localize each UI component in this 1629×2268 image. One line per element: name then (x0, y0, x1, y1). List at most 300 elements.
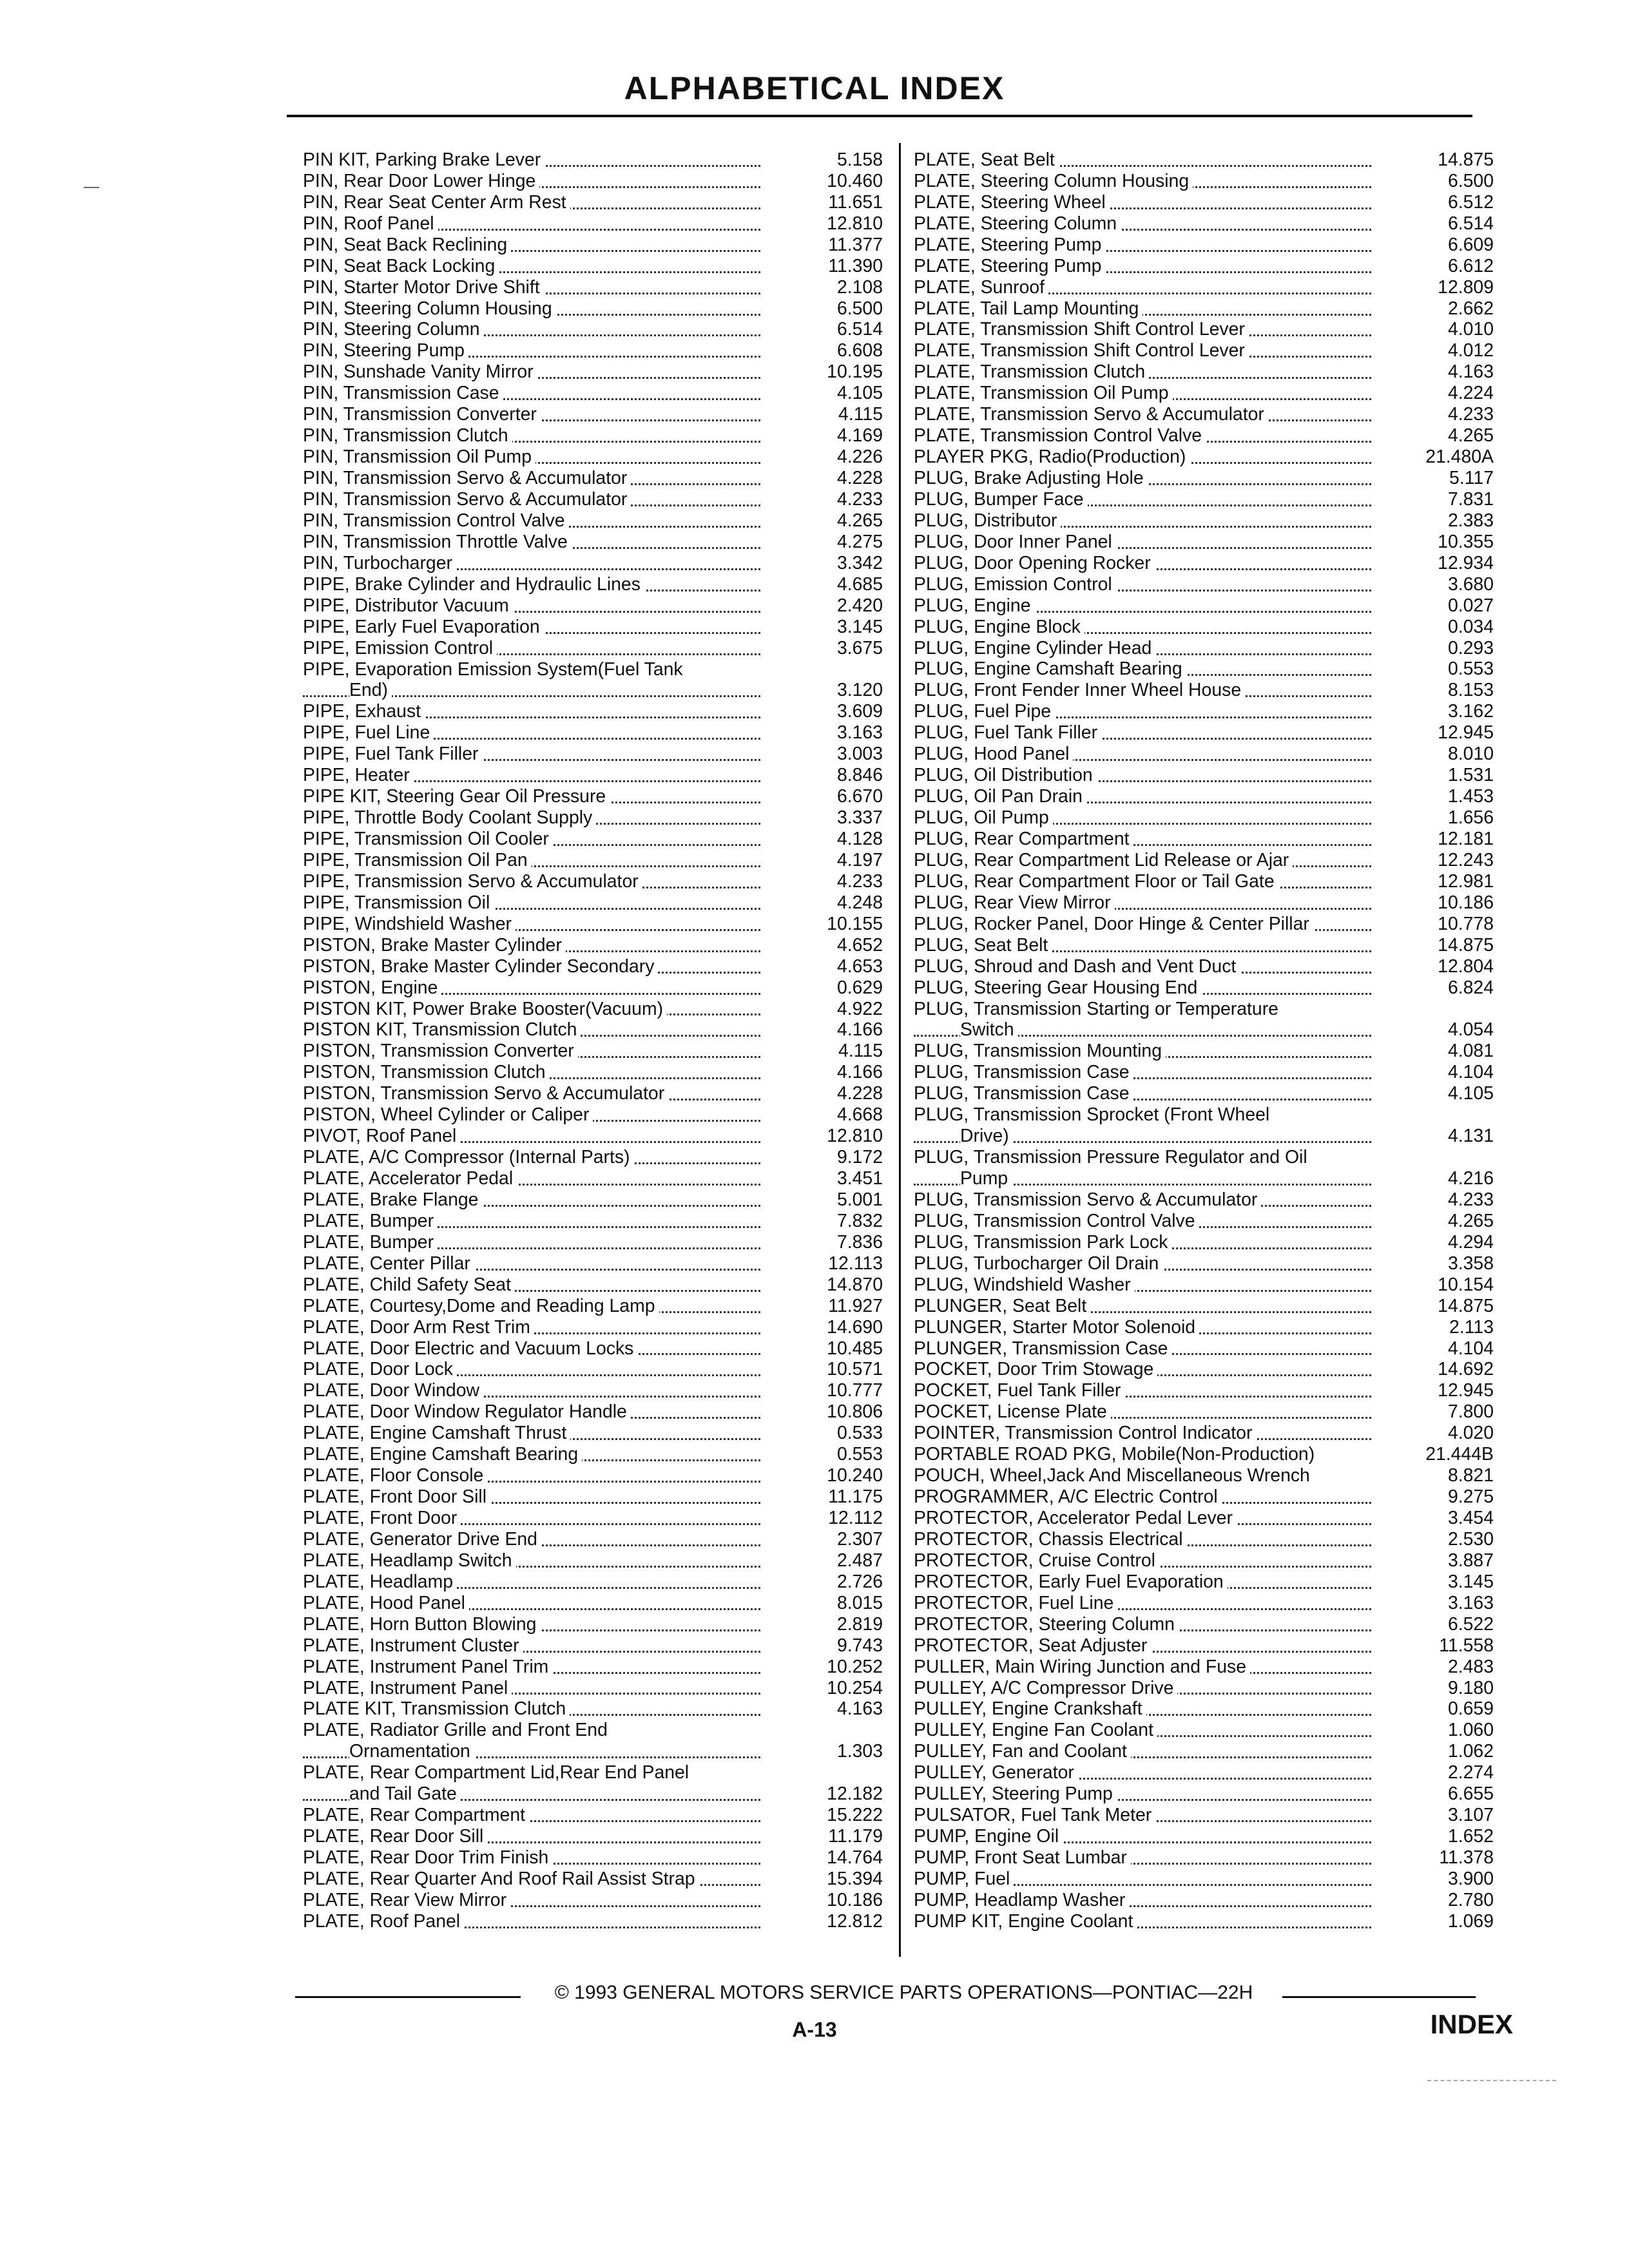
entry-label-cell (303, 149, 760, 171)
entry-label: PROTECTOR, Steering Column (914, 1614, 1179, 1635)
entry-page-ref: 3.900 (1447, 1868, 1494, 1889)
entry-label: PLATE, Generator Drive End (303, 1529, 541, 1550)
index-entry (303, 1168, 888, 1189)
entry-page-ref: 2.662 (1447, 298, 1494, 319)
entry-page-ref: 3.163 (1447, 1592, 1494, 1613)
entry-label: PLUG, Hood Panel (914, 744, 1073, 764)
index-entry (303, 956, 888, 977)
entry-label-cell (914, 914, 1371, 935)
entry-page-ref: 6.512 (1447, 191, 1494, 213)
entry-label-continuation: and Tail Gate (349, 1783, 461, 1804)
entry-page-ref: 6.824 (1447, 977, 1494, 998)
entry-label: PISTON, Brake Master Cylinder (303, 935, 566, 956)
entry-label: PIN, Starter Motor Drive Shift (303, 277, 544, 298)
entry-label-cell (303, 1189, 760, 1211)
index-entry (303, 935, 888, 956)
entry-label-cell (303, 765, 760, 786)
index-entry (914, 1911, 1499, 1932)
entry-page-ref: 6.514 (1447, 213, 1494, 234)
entry-label-cell (303, 935, 760, 956)
entry-label: PIPE, Transmission Oil (303, 892, 494, 913)
index-entry (303, 659, 888, 702)
entry-label: PLATE, Steering Wheel (914, 192, 1110, 213)
index-entry (303, 425, 888, 447)
entry-page-ref: 12.182 (827, 1783, 883, 1805)
entry-page-ref: 2.530 (1447, 1528, 1494, 1550)
entry-label-cell (303, 744, 760, 765)
entry-page-ref: 1.531 (1447, 765, 1494, 786)
entry-page-ref: 4.197 (836, 849, 883, 870)
entry-label: PLATE, Rear Compartment Lid,Rear End Panel (303, 1762, 757, 1783)
index-entry (303, 1465, 888, 1486)
entry-label: PLUG, Oil Pan Drain (914, 786, 1086, 807)
index-entry (914, 850, 1499, 871)
entry-label: PLATE, Roof Panel (303, 1911, 464, 1932)
entry-page-ref: 9.275 (1447, 1486, 1494, 1508)
index-entry (914, 510, 1499, 532)
entry-label-cell (914, 1041, 1371, 1062)
entry-label-cell (303, 1253, 760, 1274)
entry-label-continuation: Ornamentation (349, 1741, 474, 1762)
entry-label: PLUG, Rear View Mirror (914, 892, 1115, 913)
entry-label: PLUG, Engine (914, 595, 1035, 616)
entry-page-ref: 6.500 (1447, 170, 1494, 191)
entry-label: PLUG, Door Opening Rocker (914, 553, 1155, 573)
index-entry (914, 532, 1499, 553)
entry-page-ref: 4.226 (836, 447, 883, 468)
index-entry (303, 871, 888, 892)
entry-label-cell (303, 235, 760, 256)
entry-page-ref: 4.166 (836, 1019, 883, 1041)
entry-label-cell (303, 1635, 760, 1657)
entry-page-ref: 15.222 (827, 1805, 883, 1826)
entry-label: PROTECTOR, Accelerator Pedal Lever (914, 1508, 1237, 1528)
index-entry (303, 1847, 888, 1869)
entry-label: PISTON, Wheel Cylinder or Caliper (303, 1104, 593, 1125)
entry-label: PLATE, Door Electric and Vacuum Locks (303, 1338, 637, 1359)
entry-label-cell (303, 595, 760, 617)
entry-label-cell (303, 383, 760, 404)
entry-label-cell (914, 977, 1371, 999)
entry-page-ref: 15.394 (827, 1868, 883, 1889)
index-entry (303, 1317, 888, 1338)
index-entry (303, 1253, 888, 1274)
entry-label-cell (303, 468, 760, 489)
entry-label-cell (914, 1508, 1371, 1529)
index-entry (914, 871, 1499, 892)
entry-label: PLUNGER, Starter Motor Solenoid (914, 1317, 1199, 1338)
entry-label: PORTABLE ROAD PKG, Mobile(Non-Production) (914, 1444, 1318, 1465)
entry-label: PISTON, Engine (303, 977, 441, 998)
entry-label-cell (303, 1274, 760, 1296)
entry-label: PIPE, Transmission Oil Cooler (303, 829, 553, 849)
entry-page-ref: 1.303 (836, 1741, 883, 1762)
entry-page-ref: 14.870 (827, 1274, 883, 1295)
index-entry (303, 1635, 888, 1657)
entry-label: PLUG, Rear Compartment Lid Release or Ajar (914, 850, 1293, 870)
entry-label-cell (914, 1296, 1371, 1317)
entry-page-ref: 4.233 (1447, 1189, 1494, 1210)
entry-page-ref: 4.166 (836, 1062, 883, 1083)
entry-label-cell (914, 1486, 1371, 1508)
entry-label: PLATE, Rear Quarter And Roof Rail Assist Strap (303, 1869, 699, 1889)
index-entry (914, 1657, 1499, 1678)
entry-label: PIPE KIT, Steering Gear Oil Pressure (303, 786, 610, 807)
entry-label-cell (914, 192, 1371, 213)
entry-label: PIN KIT, Parking Brake Lever (303, 149, 545, 170)
entry-label-cell (303, 1826, 760, 1847)
entry-label-cell (303, 425, 760, 447)
entry-label: PLUG, Engine Cylinder Head (914, 638, 1155, 658)
index-entry (914, 1296, 1499, 1317)
entry-label: PLUG, Transmission Case (914, 1083, 1133, 1104)
entry-label: PISTON, Transmission Converter (303, 1041, 578, 1061)
index-entry (303, 999, 888, 1020)
entry-label-cell (303, 786, 760, 807)
index-column-left (303, 149, 888, 1932)
entry-label: POCKET, Fuel Tank Filler (914, 1380, 1124, 1401)
entry-label-cell (303, 319, 760, 340)
entry-label: PLATE, Steering Pump (914, 235, 1105, 255)
entry-page-ref: 4.012 (1447, 340, 1494, 361)
entry-label-cell (303, 1805, 760, 1826)
entry-page-ref: 10.355 (1438, 531, 1494, 552)
entry-label-cell (914, 1657, 1371, 1678)
entry-label-cell (914, 595, 1371, 617)
entry-page-ref: 1.060 (1447, 1720, 1494, 1741)
index-entry (914, 404, 1499, 425)
entry-label-cell (303, 1911, 760, 1932)
entry-label-cell (914, 447, 1371, 468)
index-entry (303, 468, 888, 489)
index-entry (914, 1274, 1499, 1296)
entry-label: PLATE, Engine Camshaft Bearing (303, 1444, 582, 1465)
index-entry (914, 447, 1499, 468)
entry-page-ref: 14.692 (1438, 1359, 1494, 1380)
entry-label: PLUG, Transmission Starting or Temperature (914, 999, 1367, 1020)
entry-label: PROTECTOR, Cruise Control (914, 1550, 1159, 1571)
section-label: INDEX (1430, 2009, 1513, 2039)
index-entry (303, 1762, 888, 1805)
entry-page-ref: 0.659 (1447, 1698, 1494, 1720)
entry-label: POCKET, Door Trim Stowage (914, 1359, 1157, 1379)
entry-label: PROTECTOR, Chassis Electrical (914, 1529, 1187, 1550)
index-entry (914, 1529, 1499, 1550)
entry-page-ref: 4.104 (1447, 1338, 1494, 1359)
entry-page-ref: 12.809 (1438, 276, 1494, 298)
entry-page-ref: 3.145 (836, 616, 883, 637)
index-entry (303, 383, 888, 404)
entry-label: PIN, Rear Door Lower Hinge (303, 171, 539, 191)
entry-label: PIPE, Distributor Vacuum (303, 595, 513, 616)
page-title: ALPHABETICAL INDEX (624, 70, 1005, 106)
index-entry (303, 213, 888, 235)
entry-page-ref: 0.553 (836, 1444, 883, 1465)
entry-label-cell (303, 1869, 760, 1890)
entry-label: PLATE, Steering Column (914, 213, 1121, 234)
entry-label: PIN, Transmission Case (303, 383, 503, 403)
entry-page-ref: 4.233 (1447, 404, 1494, 425)
entry-label: PLATE, Child Safety Seat (303, 1274, 515, 1295)
entry-page-ref: 10.252 (827, 1656, 883, 1677)
entry-label: PLUG, Brake Adjusting Hole (914, 468, 1148, 488)
index-entry (914, 1762, 1499, 1783)
entry-label: PLATE, Transmission Shift Control Lever (914, 340, 1249, 361)
index-entry (303, 447, 888, 468)
entry-page-ref: 14.690 (827, 1316, 883, 1338)
index-entry (914, 383, 1499, 404)
entry-label: PIN, Seat Back Reclining (303, 235, 511, 255)
entry-page-ref: 6.609 (1447, 234, 1494, 255)
index-entry (303, 1104, 888, 1126)
entry-page-ref: 4.248 (836, 892, 883, 913)
index-entry (914, 574, 1499, 595)
entry-label-cell (914, 1847, 1371, 1869)
entry-page-ref: 7.836 (836, 1231, 883, 1253)
index-entry (303, 1869, 888, 1890)
index-entry (914, 468, 1499, 489)
index-entry (914, 1211, 1499, 1232)
entry-page-ref: 4.010 (1447, 319, 1494, 340)
index-entry (914, 1508, 1499, 1529)
entry-page-ref: 4.668 (836, 1104, 883, 1126)
entry-label: PLUG, Door Inner Panel (914, 532, 1116, 552)
entry-label-cell (303, 447, 760, 468)
corner-mark (1427, 2080, 1556, 2081)
entry-label-cell (914, 149, 1371, 171)
entry-page-ref: 12.945 (1438, 722, 1494, 744)
entry-label-cell (914, 1890, 1371, 1911)
entry-label: PLATE, Rear Door Trim Finish (303, 1847, 552, 1868)
index-entry (303, 340, 888, 361)
entry-page-ref: 5.158 (836, 149, 883, 170)
entry-page-ref: 4.228 (836, 1083, 883, 1104)
entry-label-cell (914, 277, 1371, 298)
entry-label-cell (303, 1529, 760, 1550)
entry-label-cell (303, 829, 760, 850)
entry-label: PLUG, Transmission Control Valve (914, 1211, 1199, 1231)
index-entry (914, 765, 1499, 786)
index-entry (914, 1189, 1499, 1211)
index-entry (914, 256, 1499, 277)
entry-label: PLATE, Door Window (303, 1380, 483, 1401)
entry-label: PLATE KIT, Transmission Clutch (303, 1698, 570, 1719)
entry-page-ref: 3.451 (836, 1168, 883, 1189)
index-entry (914, 1041, 1499, 1062)
entry-label-cell (914, 701, 1371, 722)
entry-label-cell (914, 404, 1371, 425)
index-entry (303, 1571, 888, 1593)
entry-label-cell (303, 1550, 760, 1571)
index-entry (914, 361, 1499, 383)
entry-label-group (914, 999, 1371, 1041)
index-entry (914, 1550, 1499, 1571)
index-entry (303, 171, 888, 192)
entry-label: PLATE, Door Window Regulator Handle (303, 1401, 631, 1422)
entry-label-cell (303, 1571, 760, 1593)
entry-label-cell (914, 617, 1371, 638)
entry-page-ref: 3.337 (836, 807, 883, 829)
entry-label: PIN, Turbocharger (303, 553, 456, 573)
entry-label-cell (303, 1762, 760, 1805)
index-entry (303, 1486, 888, 1508)
index-entry (303, 510, 888, 532)
entry-label: PLATE, Center Pillar (303, 1253, 474, 1274)
index-entry (914, 1826, 1499, 1847)
entry-page-ref: 4.081 (1447, 1041, 1494, 1062)
index-entry (914, 1678, 1499, 1699)
entry-label: PROTECTOR, Fuel Line (914, 1593, 1117, 1613)
entry-label: PUMP KIT, Engine Coolant (914, 1911, 1137, 1932)
entry-label-cell (914, 892, 1371, 914)
entry-label: PLATE, Instrument Panel (303, 1678, 512, 1698)
entry-label: PLATE, Bumper (303, 1232, 438, 1253)
entry-label-continuation: Pump (960, 1168, 1012, 1189)
entry-label-cell (914, 171, 1371, 192)
entry-page-ref: 7.832 (836, 1210, 883, 1231)
footer-rule-right (1282, 1996, 1476, 1998)
entry-label: PULSATOR, Fuel Tank Meter (914, 1805, 1155, 1825)
entry-page-ref: 10.154 (1438, 1274, 1494, 1295)
entry-page-ref: 2.726 (836, 1571, 883, 1592)
entry-label: PLUG, Fuel Pipe (914, 701, 1055, 722)
entry-page-ref: 4.128 (836, 829, 883, 849)
index-entry (303, 1211, 888, 1232)
entry-page-ref: 11.558 (1439, 1635, 1494, 1656)
entry-page-ref: 0.293 (1447, 637, 1494, 658)
entry-label-cell (303, 1359, 760, 1380)
entry-label-cell (914, 680, 1371, 701)
index-entry (303, 1401, 888, 1423)
entry-page-ref: 10.186 (827, 1889, 883, 1910)
entry-page-ref: 3.162 (1447, 701, 1494, 722)
entry-page-ref: 4.105 (1447, 1083, 1494, 1104)
entry-label-cell (914, 532, 1371, 553)
entry-label: PLUG, Transmission Pressure Regulator and Oil (914, 1147, 1367, 1168)
index-entry (303, 192, 888, 213)
entry-page-ref: 4.115 (838, 1041, 883, 1062)
entry-label-cell (303, 1423, 760, 1444)
entry-page-ref: 12.810 (827, 213, 883, 234)
index-entry (303, 489, 888, 510)
entry-label-cell (303, 956, 760, 977)
index-entry (914, 892, 1499, 914)
entry-page-ref: 4.115 (838, 404, 883, 425)
index-entry (303, 1826, 888, 1847)
index-entry (303, 298, 888, 320)
entry-label: PULLEY, Engine Fan Coolant (914, 1720, 1157, 1740)
entry-page-ref: 1.453 (1447, 786, 1494, 807)
entry-page-ref: 12.810 (827, 1126, 883, 1147)
entry-label: PIN, Seat Back Locking (303, 256, 499, 276)
entry-label: POUCH, Wheel,Jack And Miscellaneous Wrench (914, 1465, 1314, 1486)
entry-page-ref: 0.027 (1447, 595, 1494, 616)
index-entry (303, 1083, 888, 1104)
entry-page-ref: 4.922 (836, 998, 883, 1019)
index-entry (914, 1423, 1499, 1444)
entry-label: PIPE, Brake Cylinder and Hydraulic Lines (303, 574, 644, 595)
entry-label-cell (914, 744, 1371, 765)
index-entry (914, 1232, 1499, 1253)
entry-label: PULLEY, Generator (914, 1762, 1078, 1783)
entry-label: PIPE, Evaporation Emission System(Fuel Tank (303, 659, 757, 680)
index-entry (914, 1317, 1499, 1338)
entry-label: PIPE, Emission Control (303, 638, 497, 658)
entry-label-cell (914, 319, 1371, 340)
page-number: A-13 (792, 2018, 837, 2041)
entry-label: PUMP, Engine Oil (914, 1826, 1063, 1847)
entry-page-ref: 0.629 (836, 977, 883, 998)
entry-label-cell (914, 489, 1371, 510)
entry-page-ref: 9.743 (836, 1635, 883, 1656)
entry-page-ref: 4.224 (1447, 383, 1494, 404)
entry-label-cell (303, 1698, 760, 1720)
entry-label-cell (914, 1826, 1371, 1847)
entry-label: PIN, Transmission Servo & Accumulator (303, 489, 631, 510)
index-entry (914, 1720, 1499, 1741)
entry-page-ref: 9.172 (836, 1147, 883, 1168)
entry-label: PIN, Transmission Control Valve (303, 510, 569, 531)
index-entry (303, 532, 888, 553)
index-entry (914, 1253, 1499, 1274)
index-entry (914, 744, 1499, 765)
entry-label: PLATE, Door Lock (303, 1359, 457, 1379)
entry-label: PUMP, Fuel (914, 1869, 1014, 1889)
entry-page-ref: 3.454 (1447, 1508, 1494, 1529)
entry-label-cell (303, 1657, 760, 1678)
entry-label-cell (303, 1486, 760, 1508)
entry-page-ref: 3.675 (836, 637, 883, 658)
index-entry (303, 574, 888, 595)
index-entry (914, 1380, 1499, 1401)
entry-page-ref: 10.778 (1438, 913, 1494, 934)
index-entry (914, 680, 1499, 701)
entry-label-cell (303, 553, 760, 574)
entry-label-cell (303, 1444, 760, 1465)
index-entry (914, 1741, 1499, 1762)
entry-page-ref: 4.275 (836, 531, 883, 552)
entry-label: PLUG, Engine Camshaft Bearing (914, 658, 1186, 679)
entry-page-ref: 4.020 (1447, 1423, 1494, 1444)
index-entry (914, 617, 1499, 638)
index-entry (914, 1847, 1499, 1869)
entry-label-cell (303, 1126, 760, 1147)
entry-page-ref: 7.800 (1447, 1401, 1494, 1423)
entry-label-group (303, 1762, 760, 1805)
index-entry (914, 722, 1499, 744)
entry-page-ref: 12.804 (1438, 956, 1494, 977)
entry-label-cell (914, 1805, 1371, 1826)
entry-label-cell (914, 1401, 1371, 1423)
entry-label: PIPE, Early Fuel Evaporation (303, 617, 544, 637)
index-entry (914, 1890, 1499, 1911)
entry-page-ref: 11.390 (828, 255, 883, 276)
entry-page-ref: 8.821 (1447, 1465, 1494, 1486)
index-entry (914, 1338, 1499, 1360)
entry-label: PISTON KIT, Transmission Clutch (303, 1019, 581, 1040)
entry-page-ref: 4.685 (836, 573, 883, 595)
entry-label-cell (303, 1317, 760, 1338)
index-entry (303, 1720, 888, 1762)
entry-page-ref: 11.927 (828, 1295, 883, 1316)
index-entry (303, 149, 888, 171)
entry-page-ref: 5.117 (1449, 468, 1494, 489)
index-entry (914, 956, 1499, 977)
index-entry (303, 404, 888, 425)
entry-label-cell (914, 1678, 1371, 1699)
entry-label: PLUG, Rocker Panel, Door Hinge & Center Pillar (914, 914, 1313, 934)
entry-label-cell (914, 425, 1371, 447)
